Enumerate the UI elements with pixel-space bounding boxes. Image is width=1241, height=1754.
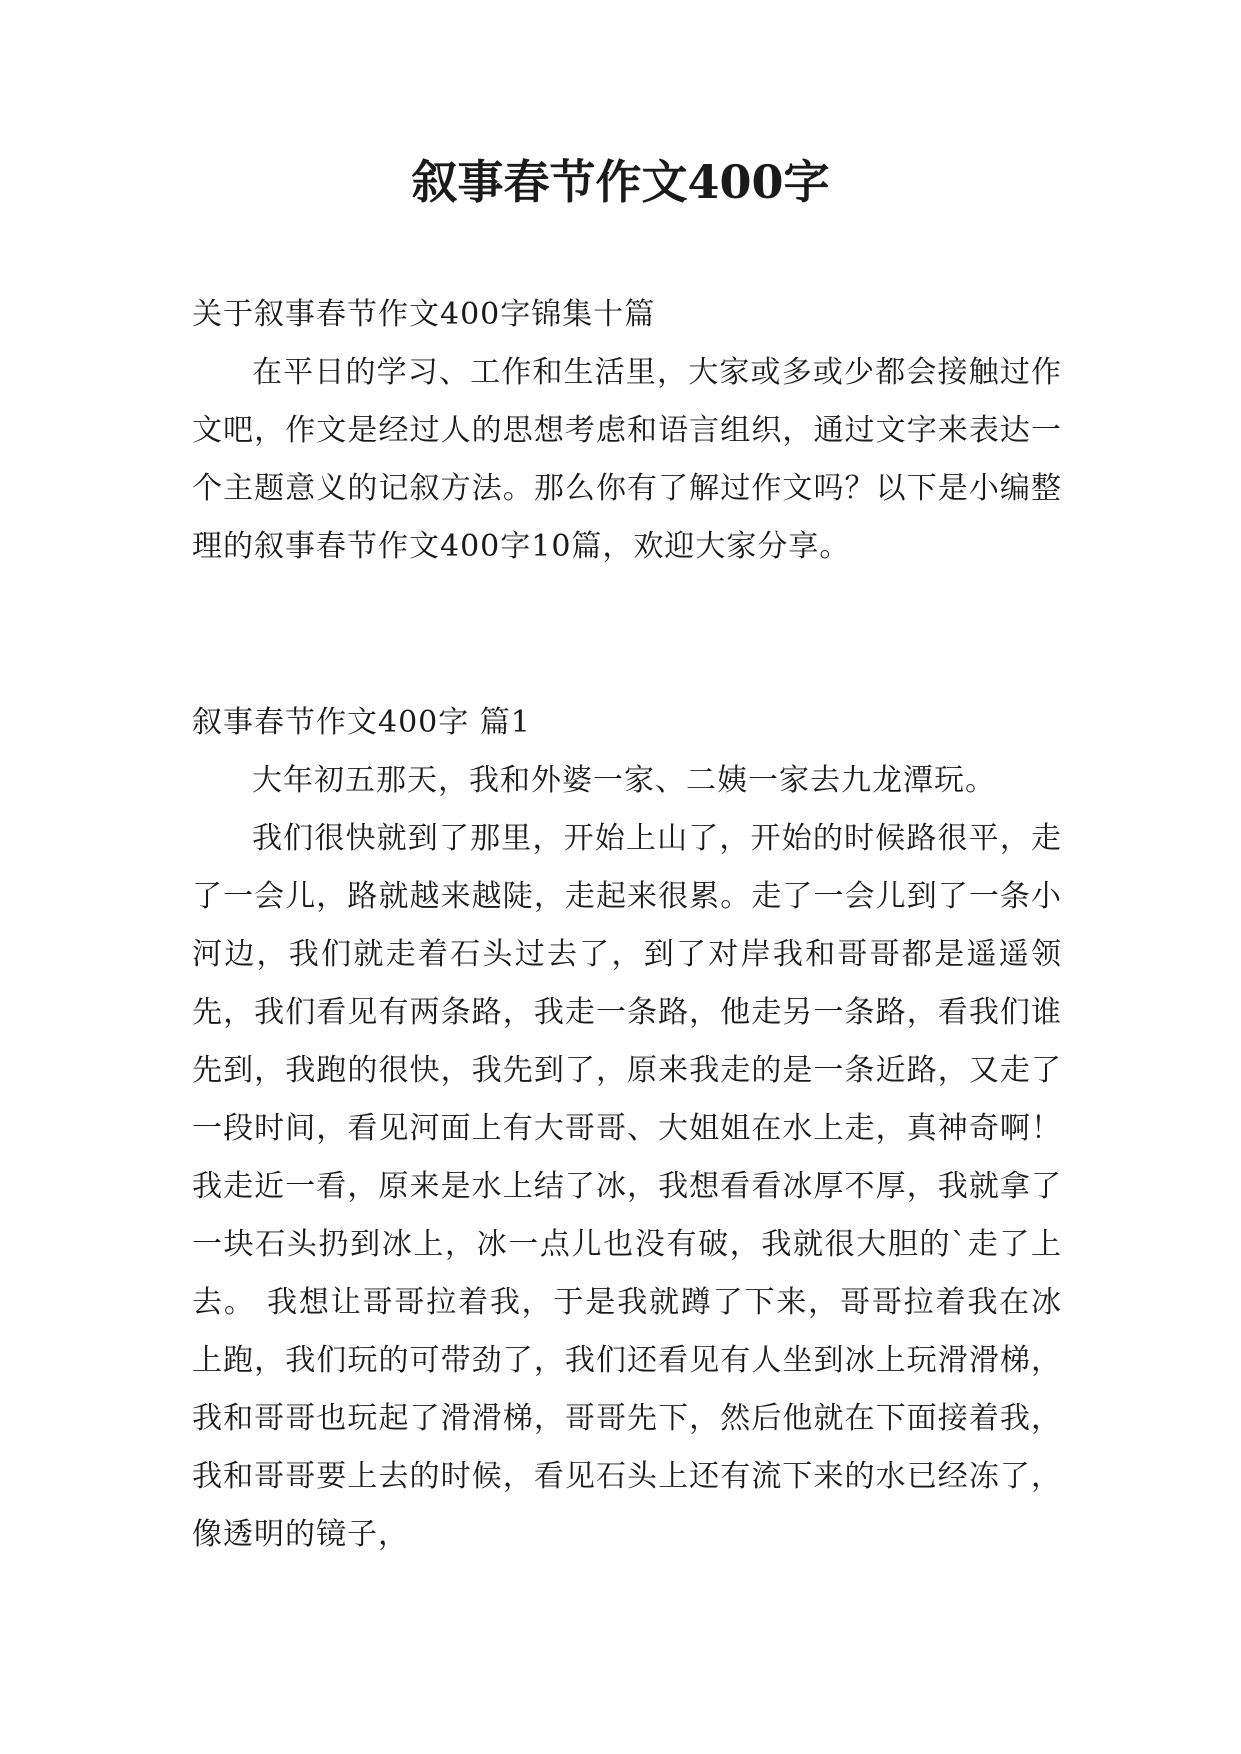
document-title: 叙事春节作文400字 xyxy=(411,155,830,209)
intro-section xyxy=(192,344,1062,576)
body-paragraph: 大年初五那天，我和外婆一家、二姨一家去九龙潭玩。 xyxy=(252,763,996,798)
section-body xyxy=(192,752,1062,1564)
intro-paragraph: 在平日的学习、工作和生活里，大家或多或少都会接触过作文吧，作文是经过人的思想考虑和语言组织，通过文字来表达一个主题意义的记叙方法。那么你有了解过作文吗？以下是小编整理的叙事春节作文400字10篇，欢迎大家分享。 xyxy=(192,355,1062,564)
body-paragraph: 我们很快就到了那里，开始上山了，开始的时候路很平，走了一会儿，路就越来越陡，走起来很累。走了一会儿到了一条小河边，我们就走着石头过去了，到了对岸我和哥哥都是遥遥领先，我们看见有两条路，我走一条路，他走另一条路，看我们谁先到，我跑的很快，我先到了，原来我走的是一条近路，又走了一段时间，看见河面上有大哥哥、大姐姐在水上走，真神奇啊！我走近一看，原来是水上结了冰，我想看看冰厚不厚，我就拿了一块石头扔到冰上，冰一点儿也没有破，我就很大胆的`走了上去。 我想让哥哥拉着我，于是我就蹲了下来，哥哥拉着我在冰上跑，我们玩的可带劲了，我们还看见有人坐到冰上玩滑滑梯，我和哥哥也玩起了滑滑梯，哥哥先下，然后他就在下面接着我，我和哥哥要上去的时候，看见石头上还有流下来的水已经冻了，像透明的镜子， xyxy=(192,821,1062,1552)
section-heading: 叙事春节作文400字 篇1 xyxy=(192,705,531,740)
document-subtitle: 关于叙事春节作文400字锦集十篇 xyxy=(192,297,656,332)
